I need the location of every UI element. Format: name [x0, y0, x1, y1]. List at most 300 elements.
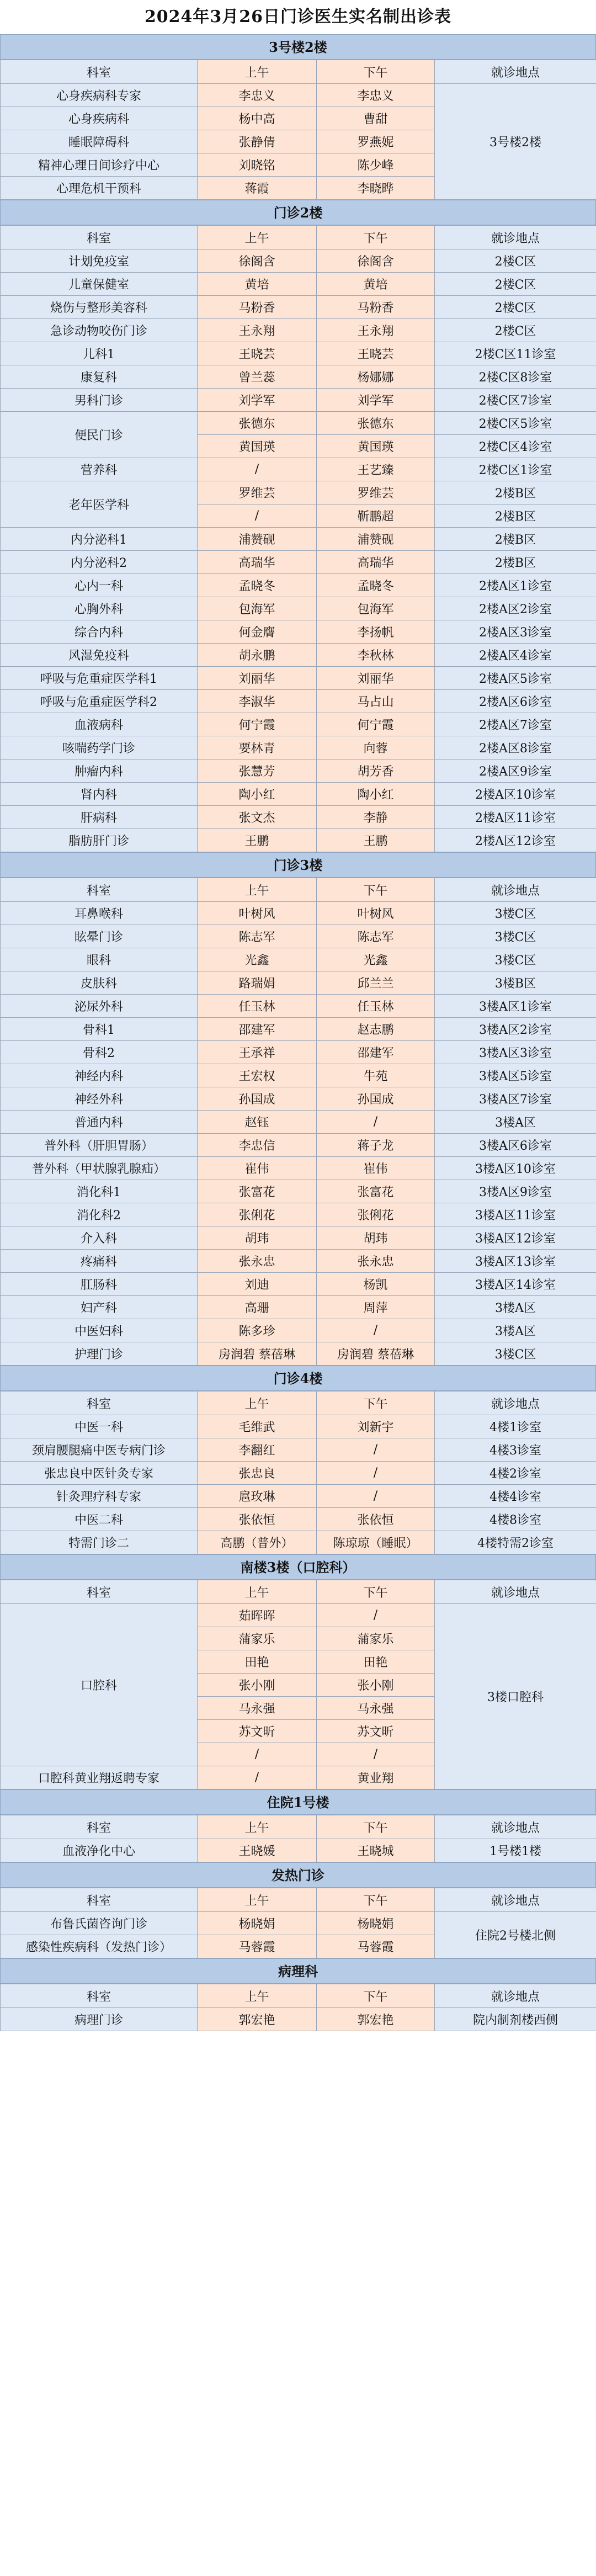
- afternoon-doctor-cell: 陈少峰: [317, 153, 435, 177]
- morning-doctor-cell: 任玉林: [198, 995, 317, 1018]
- location-cell: 3楼A区7诊室: [435, 1087, 596, 1111]
- morning-doctor-cell: 何金膺: [198, 620, 317, 644]
- afternoon-doctor-cell: 包海军: [317, 597, 435, 620]
- department-cell: 血液病科: [1, 713, 198, 736]
- department-cell: 老年医学科: [1, 481, 198, 528]
- table-row: [1, 1462, 596, 1485]
- morning-doctor-cell: 张文杰: [198, 806, 317, 829]
- department-cell: 急诊动物咬伤门诊: [1, 319, 198, 342]
- morning-doctor-cell: 田艳: [198, 1650, 317, 1674]
- department-cell: 消化科2: [1, 1203, 198, 1226]
- location-cell: 3楼A区13诊室: [435, 1250, 596, 1273]
- column-header-am: 上午: [198, 1888, 317, 1912]
- location-cell: 1号楼1楼: [435, 1839, 596, 1862]
- table-row: [1, 84, 596, 107]
- location-cell: 3楼A区: [435, 1111, 596, 1134]
- department-cell: 感染性疾病科（发热门诊）: [1, 1935, 198, 1958]
- table-row: [1, 690, 596, 713]
- table-row: [1, 389, 596, 412]
- afternoon-doctor-cell: 叶树风: [317, 902, 435, 925]
- afternoon-doctor-cell: 李忠义: [317, 84, 435, 107]
- column-header-pm: 下午: [317, 226, 435, 249]
- afternoon-doctor-cell: 徐阁含: [317, 249, 435, 273]
- afternoon-doctor-cell: 张富花: [317, 1180, 435, 1203]
- morning-doctor-cell: 杨晓娟: [198, 1912, 317, 1935]
- location-cell: 3楼A区5诊室: [435, 1064, 596, 1087]
- table-row: [1, 1180, 596, 1203]
- afternoon-doctor-cell: 房润碧 蔡蓓琳: [317, 1342, 435, 1366]
- afternoon-doctor-cell: 王鹏: [317, 829, 435, 852]
- table-row: [1, 806, 596, 829]
- table-row: [1, 481, 596, 504]
- morning-doctor-cell: 李忠义: [198, 84, 317, 107]
- afternoon-doctor-cell: 田艳: [317, 1650, 435, 1674]
- table-row: [1, 971, 596, 995]
- morning-doctor-cell: 徐阁含: [198, 249, 317, 273]
- column-header-row: [1, 1984, 596, 2008]
- location-cell: 2楼C区4诊室: [435, 435, 596, 458]
- location-cell: 2楼C区: [435, 273, 596, 296]
- morning-doctor-cell: 张依恒: [198, 1508, 317, 1531]
- afternoon-doctor-cell: 黄业翔: [317, 1766, 435, 1789]
- morning-doctor-cell: 路瑞娟: [198, 971, 317, 995]
- table-row: [1, 759, 596, 783]
- column-header-location: 就诊地点: [435, 1984, 596, 2008]
- section-header: 病理科: [0, 1958, 596, 1984]
- location-cell: 4楼8诊室: [435, 1508, 596, 1531]
- location-cell: 2楼A区2诊室: [435, 597, 596, 620]
- location-cell: 2楼B区: [435, 481, 596, 504]
- table-row: [1, 736, 596, 759]
- afternoon-doctor-cell: 向蓉: [317, 736, 435, 759]
- column-header-am: 上午: [198, 1984, 317, 2008]
- department-cell: 颈肩腰腿痛中医专病门诊: [1, 1438, 198, 1462]
- location-cell: 3楼A区: [435, 1319, 596, 1342]
- morning-doctor-cell: 邵建军: [198, 1018, 317, 1041]
- table-row: [1, 528, 596, 551]
- column-header-pm: 下午: [317, 878, 435, 902]
- column-header-row: [1, 1580, 596, 1604]
- column-header-row: [1, 226, 596, 249]
- department-cell: 呼吸与危重症医学科1: [1, 667, 198, 690]
- column-header-am: 上午: [198, 226, 317, 249]
- morning-doctor-cell: 刘丽华: [198, 667, 317, 690]
- table-row: [1, 1319, 596, 1342]
- afternoon-doctor-cell: 刘新宇: [317, 1415, 435, 1438]
- location-cell: 2楼C区1诊室: [435, 458, 596, 481]
- column-header-am: 上午: [198, 1580, 317, 1604]
- column-header-location: 就诊地点: [435, 1391, 596, 1415]
- afternoon-doctor-cell: 崔伟: [317, 1157, 435, 1180]
- department-cell: 综合内科: [1, 620, 198, 644]
- afternoon-doctor-cell: 杨凯: [317, 1273, 435, 1296]
- table-row: [1, 1415, 596, 1438]
- department-cell: 泌尿外科: [1, 995, 198, 1018]
- afternoon-doctor-cell: 邵建军: [317, 1041, 435, 1064]
- schedule-table: [0, 1984, 596, 2031]
- department-cell: 心理危机干预科: [1, 177, 198, 200]
- location-cell: 3楼A区12诊室: [435, 1226, 596, 1250]
- morning-doctor-cell: 高瑞华: [198, 551, 317, 574]
- morning-doctor-cell: 张静倩: [198, 130, 317, 153]
- table-row: [1, 296, 596, 319]
- location-cell: 2楼B区: [435, 504, 596, 528]
- morning-doctor-cell: 郭宏艳: [198, 2008, 317, 2031]
- department-cell: 疼痛科: [1, 1250, 198, 1273]
- column-header-pm: 下午: [317, 1815, 435, 1839]
- afternoon-doctor-cell: 张俐花: [317, 1203, 435, 1226]
- department-cell: 普外科（肝胆胃肠）: [1, 1134, 198, 1157]
- afternoon-doctor-cell: 靳鹏超: [317, 504, 435, 528]
- table-row: [1, 1912, 596, 1935]
- table-row: [1, 948, 596, 971]
- department-cell: 布鲁氏菌咨询门诊: [1, 1912, 198, 1935]
- schedule-table: [0, 225, 596, 852]
- department-cell: 肛肠科: [1, 1273, 198, 1296]
- table-row: [1, 1157, 596, 1180]
- column-header-am: 上午: [198, 1815, 317, 1839]
- column-header-dept: 科室: [1, 60, 198, 84]
- department-cell: 中医妇科: [1, 1319, 198, 1342]
- morning-doctor-cell: /: [198, 1743, 317, 1766]
- location-cell: 3楼A区6诊室: [435, 1134, 596, 1157]
- afternoon-doctor-cell: 蒋子龙: [317, 1134, 435, 1157]
- section-header: 南楼3楼（口腔科）: [0, 1554, 596, 1580]
- location-cell: 3楼A区3诊室: [435, 1041, 596, 1064]
- department-cell: 皮肤科: [1, 971, 198, 995]
- location-cell: 2楼C区: [435, 249, 596, 273]
- column-header-am: 上午: [198, 60, 317, 84]
- section-header: 住院1号楼: [0, 1789, 596, 1815]
- table-row: [1, 1064, 596, 1087]
- afternoon-doctor-cell: 浦赞砚: [317, 528, 435, 551]
- table-row: [1, 574, 596, 597]
- column-header-dept: 科室: [1, 878, 198, 902]
- department-cell: 中医一科: [1, 1415, 198, 1438]
- afternoon-doctor-cell: 光鑫: [317, 948, 435, 971]
- afternoon-doctor-cell: 张德东: [317, 412, 435, 435]
- afternoon-doctor-cell: 何宁霞: [317, 713, 435, 736]
- department-cell: 脂肪肝门诊: [1, 829, 198, 852]
- morning-doctor-cell: 陈多珍: [198, 1319, 317, 1342]
- afternoon-doctor-cell: 孙国成: [317, 1087, 435, 1111]
- table-row: [1, 1296, 596, 1319]
- afternoon-doctor-cell: 王永翔: [317, 319, 435, 342]
- table-row: [1, 319, 596, 342]
- morning-doctor-cell: /: [198, 458, 317, 481]
- column-header-dept: 科室: [1, 1815, 198, 1839]
- afternoon-doctor-cell: 胡芳香: [317, 759, 435, 783]
- column-header-row: [1, 1815, 596, 1839]
- morning-doctor-cell: 胡永鹏: [198, 644, 317, 667]
- department-cell: 骨科2: [1, 1041, 198, 1064]
- department-cell: 康复科: [1, 365, 198, 389]
- morning-doctor-cell: 蒲家乐: [198, 1627, 317, 1650]
- location-cell: 4楼4诊室: [435, 1485, 596, 1508]
- location-cell: 2楼A区7诊室: [435, 713, 596, 736]
- morning-doctor-cell: 张小刚: [198, 1674, 317, 1697]
- department-cell: 介入科: [1, 1226, 198, 1250]
- morning-doctor-cell: 苏文昕: [198, 1720, 317, 1743]
- morning-doctor-cell: 包海军: [198, 597, 317, 620]
- location-cell: 2楼C区7诊室: [435, 389, 596, 412]
- afternoon-doctor-cell: 李静: [317, 806, 435, 829]
- section-header: 门诊2楼: [0, 200, 596, 225]
- department-cell: 营养科: [1, 458, 198, 481]
- morning-doctor-cell: 张慧芳: [198, 759, 317, 783]
- afternoon-doctor-cell: 高瑞华: [317, 551, 435, 574]
- afternoon-doctor-cell: 黄培: [317, 273, 435, 296]
- morning-doctor-cell: 叶树风: [198, 902, 317, 925]
- department-cell: 男科门诊: [1, 389, 198, 412]
- table-row: [1, 1203, 596, 1226]
- column-header-row: [1, 60, 596, 84]
- location-cell: 2楼C区: [435, 296, 596, 319]
- morning-doctor-cell: 黄培: [198, 273, 317, 296]
- location-cell: 3楼口腔科: [435, 1604, 596, 1789]
- column-header-dept: 科室: [1, 226, 198, 249]
- table-row: [1, 551, 596, 574]
- afternoon-doctor-cell: 赵志鹏: [317, 1018, 435, 1041]
- column-header-dept: 科室: [1, 1580, 198, 1604]
- afternoon-doctor-cell: 苏文昕: [317, 1720, 435, 1743]
- table-row: [1, 620, 596, 644]
- location-cell: 3楼A区: [435, 1296, 596, 1319]
- morning-doctor-cell: 要林青: [198, 736, 317, 759]
- location-cell: 院内制剂楼西侧: [435, 2008, 596, 2031]
- column-header-am: 上午: [198, 1391, 317, 1415]
- location-cell: 3楼A区1诊室: [435, 995, 596, 1018]
- department-cell: 烧伤与整形美容科: [1, 296, 198, 319]
- schedule-table: [0, 60, 596, 200]
- column-header-dept: 科室: [1, 1391, 198, 1415]
- morning-doctor-cell: 张永忠: [198, 1250, 317, 1273]
- location-cell: 2楼C区8诊室: [435, 365, 596, 389]
- department-cell: 肾内科: [1, 783, 198, 806]
- location-cell: 住院2号楼北侧: [435, 1912, 596, 1958]
- morning-doctor-cell: 浦赞砚: [198, 528, 317, 551]
- afternoon-doctor-cell: 王艺臻: [317, 458, 435, 481]
- location-cell: 2楼A区6诊室: [435, 690, 596, 713]
- department-cell: 耳鼻喉科: [1, 902, 198, 925]
- department-cell: 咳喘药学门诊: [1, 736, 198, 759]
- morning-doctor-cell: 陈志军: [198, 925, 317, 948]
- table-row: [1, 1604, 596, 1627]
- morning-doctor-cell: 王永翔: [198, 319, 317, 342]
- schedule-table: [0, 1580, 596, 1789]
- column-header-location: 就诊地点: [435, 60, 596, 84]
- department-cell: 骨科1: [1, 1018, 198, 1041]
- afternoon-doctor-cell: 陈志军: [317, 925, 435, 948]
- column-header-pm: 下午: [317, 1580, 435, 1604]
- table-row: [1, 1087, 596, 1111]
- morning-doctor-cell: 王宏权: [198, 1064, 317, 1087]
- department-cell: 心身疾病科: [1, 107, 198, 130]
- afternoon-doctor-cell: 陈琼琼（睡眠）: [317, 1531, 435, 1554]
- afternoon-doctor-cell: 杨晓娟: [317, 1912, 435, 1935]
- morning-doctor-cell: 王承祥: [198, 1041, 317, 1064]
- department-cell: 睡眠障碍科: [1, 130, 198, 153]
- table-row: [1, 249, 596, 273]
- department-cell: 眩晕门诊: [1, 925, 198, 948]
- table-row: [1, 273, 596, 296]
- department-cell: 儿科1: [1, 342, 198, 365]
- morning-doctor-cell: 李忠信: [198, 1134, 317, 1157]
- morning-doctor-cell: 黄国瑛: [198, 435, 317, 458]
- department-cell: 普通内科: [1, 1111, 198, 1134]
- morning-doctor-cell: 张富花: [198, 1180, 317, 1203]
- morning-doctor-cell: 孙国成: [198, 1087, 317, 1111]
- department-cell: 血液净化中心: [1, 1839, 198, 1862]
- table-row: [1, 1134, 596, 1157]
- schedule-table: [0, 878, 596, 1366]
- morning-doctor-cell: 王鹏: [198, 829, 317, 852]
- afternoon-doctor-cell: /: [317, 1485, 435, 1508]
- afternoon-doctor-cell: 黄国瑛: [317, 435, 435, 458]
- department-cell: 普外科（甲状腺乳腺疝）: [1, 1157, 198, 1180]
- afternoon-doctor-cell: /: [317, 1604, 435, 1627]
- department-cell: 消化科1: [1, 1180, 198, 1203]
- afternoon-doctor-cell: 杨娜娜: [317, 365, 435, 389]
- section-header: 门诊3楼: [0, 852, 596, 878]
- location-cell: 3楼A区9诊室: [435, 1180, 596, 1203]
- column-header-dept: 科室: [1, 1984, 198, 2008]
- department-cell: 神经外科: [1, 1087, 198, 1111]
- location-cell: 2楼C区5诊室: [435, 412, 596, 435]
- column-header-pm: 下午: [317, 1888, 435, 1912]
- department-cell: 心胸外科: [1, 597, 198, 620]
- table-row: [1, 365, 596, 389]
- morning-doctor-cell: 赵钰: [198, 1111, 317, 1134]
- schedule-sections: [0, 34, 596, 2031]
- section-header: 门诊4楼: [0, 1366, 596, 1391]
- section-header: 发热门诊: [0, 1862, 596, 1888]
- department-cell: 口腔科黄业翔返聘专家: [1, 1766, 198, 1789]
- location-cell: 2楼A区11诊室: [435, 806, 596, 829]
- table-row: [1, 829, 596, 852]
- page-title: 2024年3月26日门诊医生实名制出诊表: [144, 7, 452, 26]
- column-header-pm: 下午: [317, 1391, 435, 1415]
- morning-doctor-cell: 崔伟: [198, 1157, 317, 1180]
- department-cell: 精神心理日间诊疗中心: [1, 153, 198, 177]
- location-cell: 2楼A区10诊室: [435, 783, 596, 806]
- table-row: [1, 1226, 596, 1250]
- location-cell: 2楼A区4诊室: [435, 644, 596, 667]
- table-row: [1, 667, 596, 690]
- table-row: [1, 995, 596, 1018]
- department-cell: 便民门诊: [1, 412, 198, 458]
- table-row: [1, 783, 596, 806]
- morning-doctor-cell: 何宁霞: [198, 713, 317, 736]
- location-cell: 2楼A区12诊室: [435, 829, 596, 852]
- table-row: [1, 342, 596, 365]
- column-header-dept: 科室: [1, 1888, 198, 1912]
- department-cell: 特需门诊二: [1, 1531, 198, 1554]
- location-cell: 3楼A区2诊室: [435, 1018, 596, 1041]
- table-row: [1, 1485, 596, 1508]
- afternoon-doctor-cell: 张永忠: [317, 1250, 435, 1273]
- afternoon-doctor-cell: 周萍: [317, 1296, 435, 1319]
- department-cell: 心内一科: [1, 574, 198, 597]
- table-row: [1, 1250, 596, 1273]
- column-header-pm: 下午: [317, 60, 435, 84]
- location-cell: 2楼A区1诊室: [435, 574, 596, 597]
- table-row: [1, 597, 596, 620]
- afternoon-doctor-cell: 邱兰兰: [317, 971, 435, 995]
- location-cell: 3楼C区: [435, 1342, 596, 1366]
- department-cell: 口腔科: [1, 1604, 198, 1766]
- morning-doctor-cell: 李翻红: [198, 1438, 317, 1462]
- table-row: [1, 1273, 596, 1296]
- column-header-location: 就诊地点: [435, 1815, 596, 1839]
- morning-doctor-cell: 曾兰蕊: [198, 365, 317, 389]
- morning-doctor-cell: 马永强: [198, 1697, 317, 1720]
- column-header-am: 上午: [198, 878, 317, 902]
- morning-doctor-cell: 扈玫琳: [198, 1485, 317, 1508]
- table-row: [1, 925, 596, 948]
- morning-doctor-cell: /: [198, 1766, 317, 1789]
- location-cell: 3楼C区: [435, 948, 596, 971]
- location-cell: 2楼A区9诊室: [435, 759, 596, 783]
- afternoon-doctor-cell: /: [317, 1319, 435, 1342]
- afternoon-doctor-cell: 王晓芸: [317, 342, 435, 365]
- department-cell: 张忠良中医针灸专家: [1, 1462, 198, 1485]
- morning-doctor-cell: 王晓芸: [198, 342, 317, 365]
- morning-doctor-cell: 张忠良: [198, 1462, 317, 1485]
- afternoon-doctor-cell: /: [317, 1111, 435, 1134]
- morning-doctor-cell: 刘学军: [198, 389, 317, 412]
- afternoon-doctor-cell: 刘学军: [317, 389, 435, 412]
- morning-doctor-cell: 房润碧 蔡蓓琳: [198, 1342, 317, 1366]
- table-row: [1, 902, 596, 925]
- morning-doctor-cell: 李淑华: [198, 690, 317, 713]
- table-row: [1, 1111, 596, 1134]
- morning-doctor-cell: 张德东: [198, 412, 317, 435]
- afternoon-doctor-cell: 李晓晔: [317, 177, 435, 200]
- table-row: [1, 1839, 596, 1862]
- morning-doctor-cell: 蒋霞: [198, 177, 317, 200]
- location-cell: 3楼B区: [435, 971, 596, 995]
- morning-doctor-cell: 刘晓铭: [198, 153, 317, 177]
- morning-doctor-cell: /: [198, 504, 317, 528]
- afternoon-doctor-cell: 张依恒: [317, 1508, 435, 1531]
- department-cell: 呼吸与危重症医学科2: [1, 690, 198, 713]
- column-header-location: 就诊地点: [435, 226, 596, 249]
- location-cell: 2楼C区: [435, 319, 596, 342]
- column-header-location: 就诊地点: [435, 878, 596, 902]
- column-header-pm: 下午: [317, 1984, 435, 2008]
- department-cell: 病理门诊: [1, 2008, 198, 2031]
- location-cell: 2楼A区3诊室: [435, 620, 596, 644]
- table-row: [1, 713, 596, 736]
- section-header: 3号楼2楼: [0, 34, 596, 60]
- location-cell: 2楼C区11诊室: [435, 342, 596, 365]
- afternoon-doctor-cell: 罗维芸: [317, 481, 435, 504]
- location-cell: 3楼C区: [435, 902, 596, 925]
- column-header-row: [1, 878, 596, 902]
- department-cell: 妇产科: [1, 1296, 198, 1319]
- afternoon-doctor-cell: 王晓城: [317, 1839, 435, 1862]
- morning-doctor-cell: 罗维芸: [198, 481, 317, 504]
- afternoon-doctor-cell: 孟晓冬: [317, 574, 435, 597]
- department-cell: 护理门诊: [1, 1342, 198, 1366]
- department-cell: 心身疾病科专家: [1, 84, 198, 107]
- afternoon-doctor-cell: 刘丽华: [317, 667, 435, 690]
- column-header-row: [1, 1888, 596, 1912]
- afternoon-doctor-cell: /: [317, 1462, 435, 1485]
- department-cell: 肝病科: [1, 806, 198, 829]
- morning-doctor-cell: 孟晓冬: [198, 574, 317, 597]
